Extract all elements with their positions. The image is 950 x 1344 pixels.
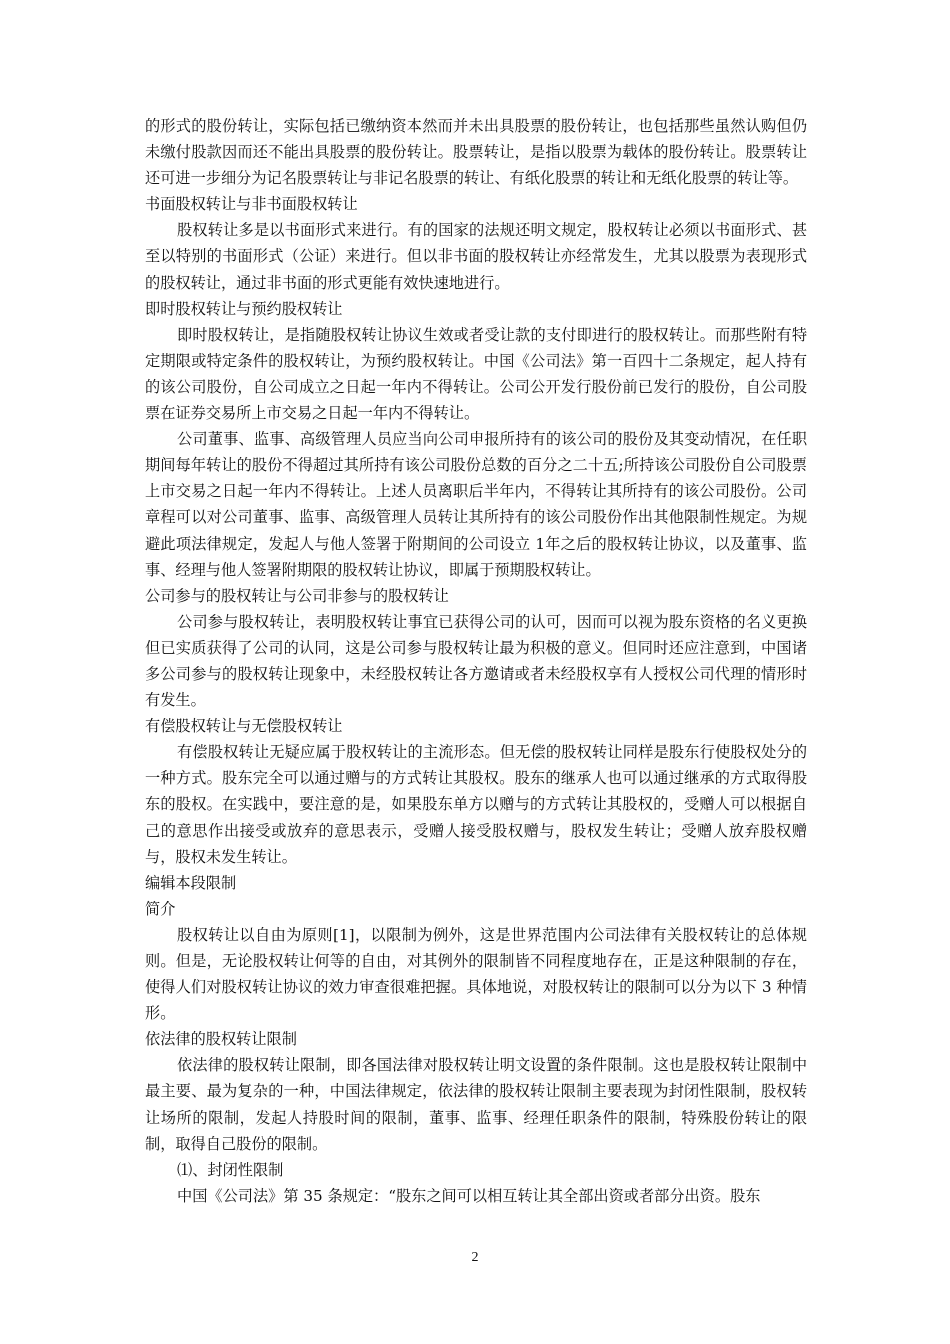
section-heading: 简介: [145, 899, 176, 918]
section-heading: 编辑本段限制: [145, 873, 237, 892]
page-number: 2: [471, 1250, 479, 1265]
section-heading: 即时股权转让与预约股权转让: [145, 299, 343, 318]
subsection-heading: ⑴、封闭性限制: [177, 1160, 284, 1179]
section-heading: 依法律的股权转让限制: [145, 1030, 297, 1049]
section-heading: 有偿股权转让与无偿股权转让: [145, 717, 343, 736]
page-body: [145, 113, 807, 1209]
paragraph: 股权转让多是以书面形式来进行。有的国家的法规还明文规定，股权转让必须以书面形式、甚至以特别的书面形式（公证）来进行。但以非书面的股权转让亦经常发生，尤其以股票为表现形式的股权转让，通过非书面的形式更能有效快速地进行。: [145, 221, 807, 292]
paragraph: 即时股权转让，是指随股权转让协议生效或者受让款的支付即进行的股权转让。而那些附有特定期限或特定条件的股权转让，为预约股权转让。中国《公司法》第一百四十二条规定，起人持有的该公司股份，自公司成立之日起一年内不得转让。公司公开发行股份前已发行的股份，自公司股票在证券交易所上市交易之日起一年内不得转让。: [145, 325, 807, 423]
paragraph: 公司董事、监事、高级管理人员应当向公司申报所持有的该公司的股份及其变动情况，在任职期间每年转让的股份不得超过其所持有该公司股份总数的百分之二十五;所持该公司股份自公司股票上市交易之日起一年内不得转让。上述人员离职后半年内，不得转让其所持有的该公司股份。公司章程可以对公司董事、监事、高级管理人员转让其所持有的该公司股份作出其他限制性规定。为规避此项法律规定，发起人与他人签署于附期间的公司设立 1年之后的股权转让协议，以及董事、监事、经理与他人签署附期限的股权转让协议，即属于预期股权转让。: [145, 430, 807, 579]
section-heading: 公司参与的股权转让与公司非参与的股权转让: [145, 586, 449, 605]
paragraph: 的形式的股份转让，实际包括已缴纳资本然而并未出具股票的股份转让，也包括那些虽然认购但仍未缴付股款因而还不能出具股票的股份转让。股票转让，是指以股票为载体的股份转让。股票转让还可进一步细分为记名股票转让与非记名股票的转让、有纸化股票的转让和无纸化股票的转让等。: [145, 117, 807, 188]
paragraph: 股权转让以自由为原则[1]，以限制为例外，这是世界范围内公司法律有关股权转让的总体规则。但是，无论股权转让何等的自由，对其例外的限制皆不同程度地存在，正是这种限制的存在，使得人们对股权转让协议的效力审查很难把握。具体地说，对股权转让的限制可以分为以下 3 种情形。: [145, 925, 807, 1023]
paragraph: 中国《公司法》第 35 条规定：“股东之间可以相互转让其全部出资或者部分出资。股东: [177, 1186, 761, 1205]
section-heading: 书面股权转让与非书面股权转让: [145, 195, 358, 214]
paragraph: 依法律的股权转让限制，即各国法律对股权转让明文设置的条件限制。这也是股权转让限制中最主要、最为复杂的一种，中国法律规定，依法律的股权转让限制主要表现为封闭性限制，股权转让场所的限制，发起人持股时间的限制，董事、监事、经理任职条件的限制，特殊股份转让的限制，取得自己股份的限制。: [145, 1056, 807, 1153]
paragraph: 公司参与股权转让，表明股权转让事宜已获得公司的认可，因而可以视为股东资格的名义更换但已实质获得了公司的认同，这是公司参与股权转让最为积极的意义。但同时还应注意到，中国诸多公司参与的股权转让现象中，未经股权转让各方邀请或者未经股权享有人授权公司代理的情形时有发生。: [145, 612, 807, 710]
paragraph: 有偿股权转让无疑应属于股权转让的主流形态。但无偿的股权转让同样是股东行使股权处分的一种方式。股东完全可以通过赠与的方式转让其股权。股东的继承人也可以通过继承的方式取得股东的股权。在实践中，要注意的是，如果股东单方以赠与的方式转让其股权的，受赠人可以根据自己的意思作出接受或放弃的意思表示，受赠人接受股权赠与，股权发生转让；受赠人放弃股权赠与，股权未发生转让。: [145, 743, 807, 866]
